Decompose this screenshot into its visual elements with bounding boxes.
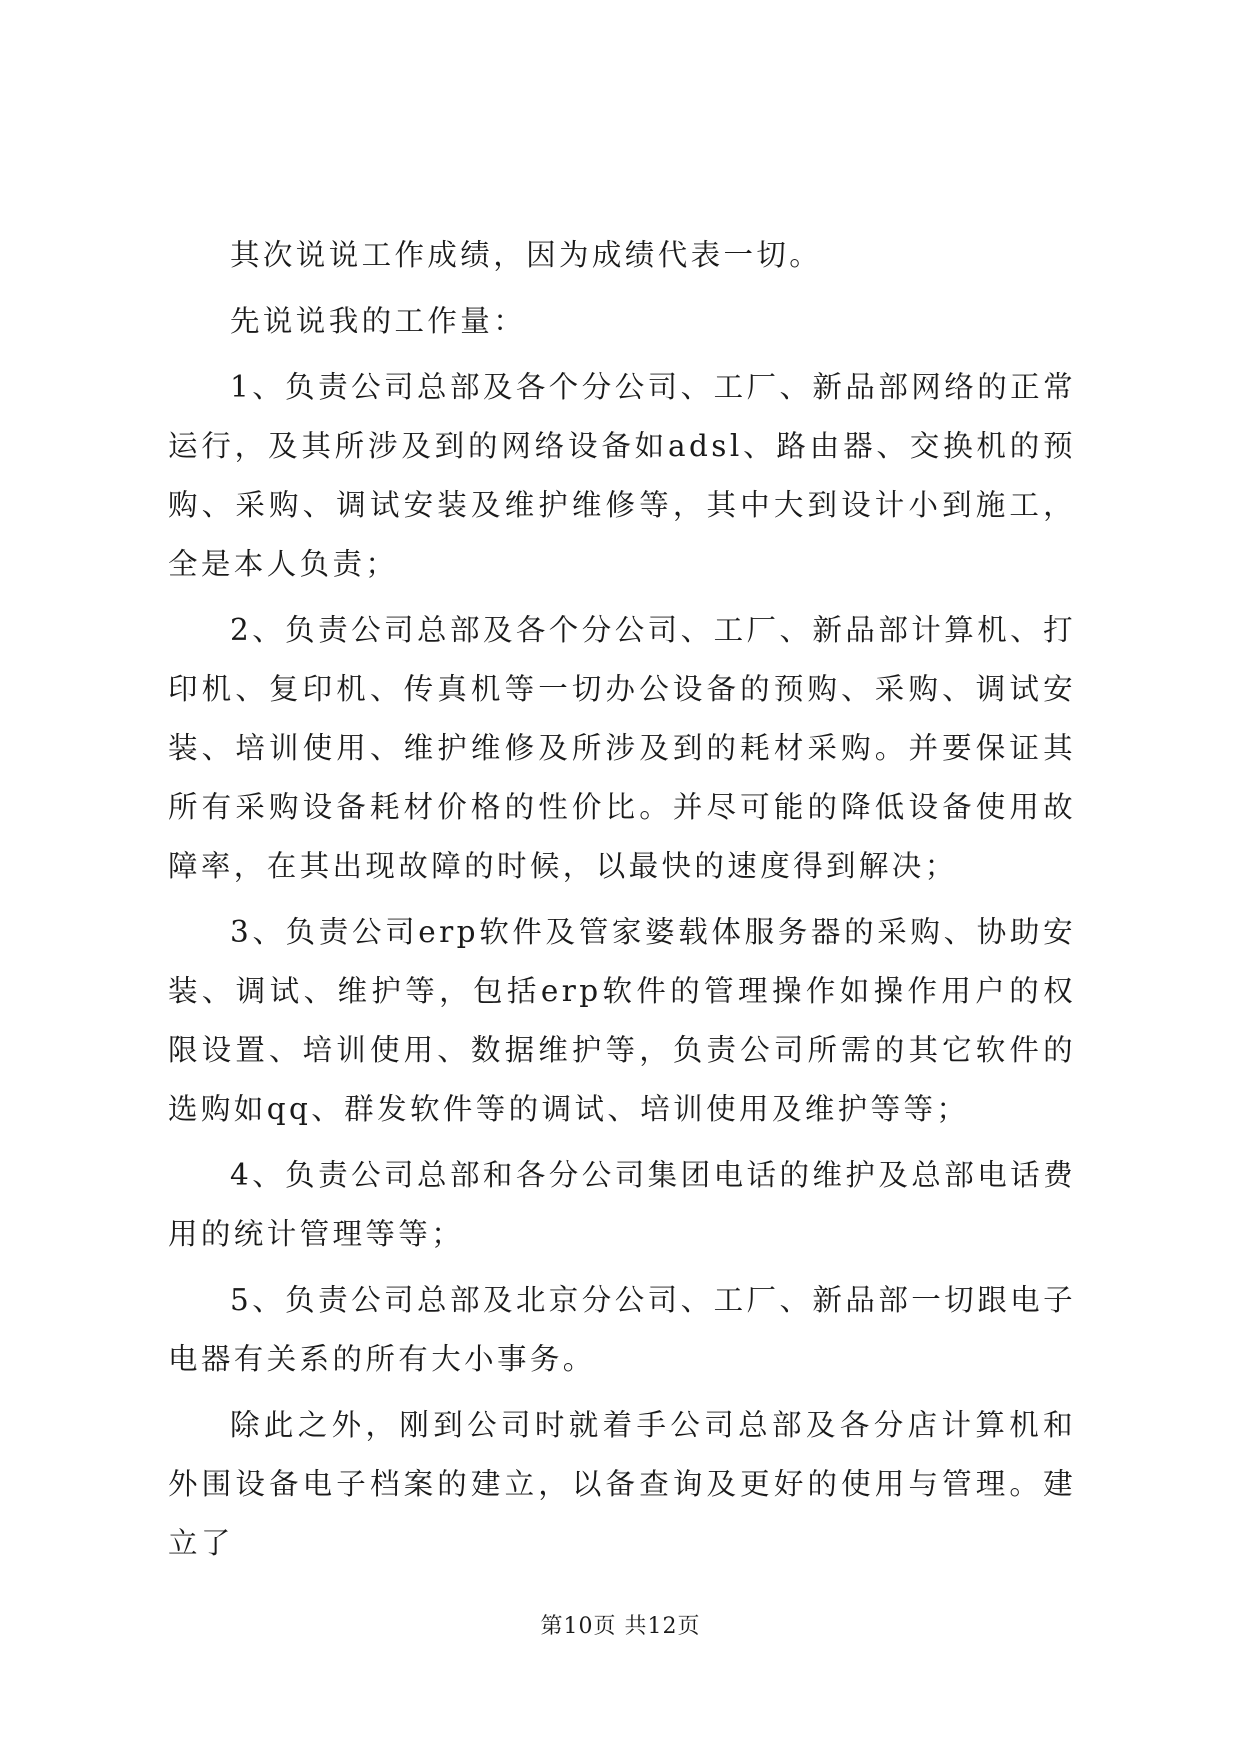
paragraph-item-1-network: 1、负责公司总部及各个分公司、工厂、新品部网络的正常运行，及其所涉及到的网络设备如adsl、路由器、交换机的预购、采购、调试安装及维护维修等，其中大到设计小到施工，全是本人负责； <box>168 370 1076 581</box>
paragraph-work-results-intro: 其次说说工作成绩，因为成绩代表一切。 <box>230 238 823 272</box>
paragraph-workload-heading: 先说说我的工作量： <box>230 304 527 338</box>
document-body <box>168 226 1076 1580</box>
paragraph-additional-work: 除此之外，刚到公司时就着手公司总部及各分店计算机和外围设备电子档案的建立，以备查询及更好的使用与管理。建立了 <box>168 1408 1076 1560</box>
paragraph-item-3-erp-software: 3、负责公司erp软件及管家婆载体服务器的采购、协助安装、调试、维护等，包括erp软件的管理操作如操作用户的权限设置、培训使用、数据维护等，负责公司所需的其它软件的选购如qq、群发软件等的调试、培训使用及维护等等； <box>168 915 1076 1126</box>
paragraph-item-5-electronics: 5、负责公司总部及北京分公司、工厂、新品部一切跟电子电器有关系的所有大小事务。 <box>168 1283 1076 1376</box>
paragraph-item-4-telephone: 4、负责公司总部和各分公司集团电话的维护及总部电话费用的统计管理等等； <box>168 1158 1076 1251</box>
paragraph-item-2-office-equipment: 2、负责公司总部及各个分公司、工厂、新品部计算机、打印机、复印机、传真机等一切办公设备的预购、采购、调试安装、培训使用、维护维修及所涉及到的耗材采购。并要保证其所有采购设备耗材价格的性价比。并尽可能的降低设备使用故障率，在其出现故障的时候，以最快的速度得到解决； <box>168 613 1076 883</box>
page-number-footer: 第10页 共12页 <box>540 1614 701 1639</box>
